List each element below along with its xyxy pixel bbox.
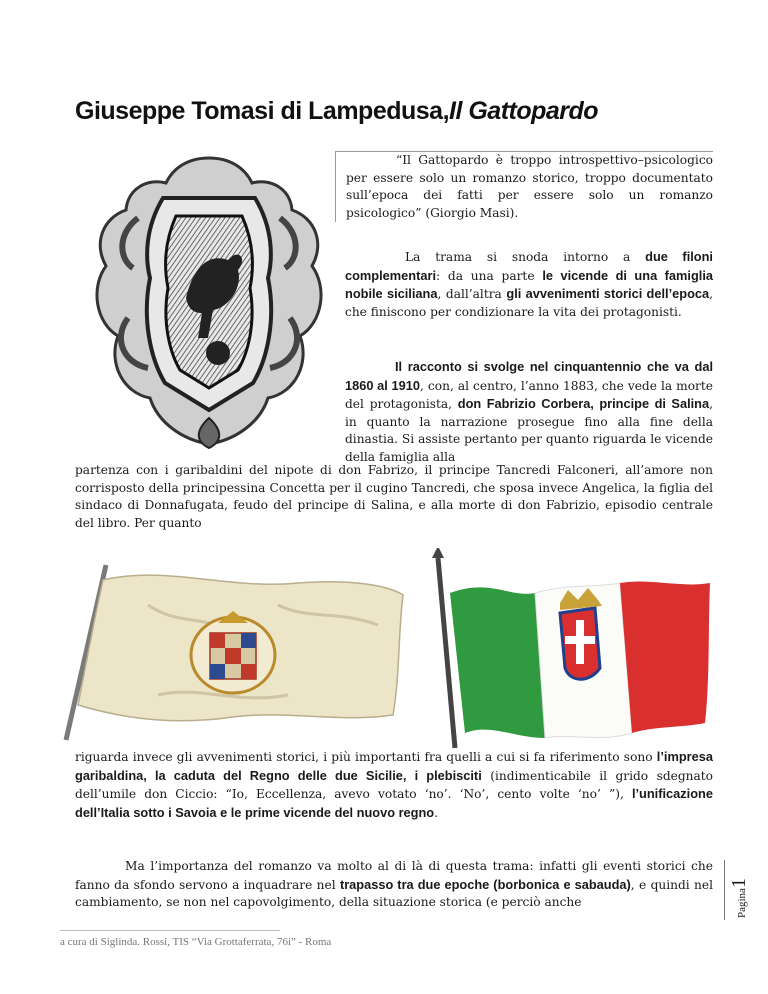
text-run: , e quindi nel cambiamento, se non nel capovolgimento, della situazione storica (e perciò anche [75, 877, 713, 909]
bold-run: gli avvenimenti storici dell’epoca [506, 286, 710, 301]
quote-box [335, 151, 713, 222]
footer-divider [60, 930, 280, 931]
text-run: , che finiscono per condizionare la vita dei protagonisti. [345, 287, 713, 319]
page-number-label [724, 860, 749, 920]
text-run: (indimenticabile il grido sdegnato dell’umile don Ciccio: “Io, Eccellenza, avevo votato ‘no’. ‘No’, cento volte ‘no’ ”), [75, 768, 713, 801]
bold-run: don Fabrizio Corbera, principe di Salina [457, 396, 710, 411]
bold-run: trapasso tra due epoche (borbonica e sabauda) [339, 876, 631, 892]
text-run: , in quanto la narrazione prosegue fino alla fine della dinastia. Si assiste pertanto per quanto riguarda le vicende della famiglia alla [345, 397, 713, 464]
bold-run: due filoni complementari [345, 249, 713, 283]
text-run: riguarda invece gli avvenimenti storici, i più importanti fra quelli a cui si fa riferimento sono [75, 750, 657, 764]
coat-of-arms-image [78, 148, 340, 456]
bold-run: l’unificazione dell’Italia sotto i Savoia e le prime vicende del nuovo regno [75, 786, 713, 820]
paragraph-story-start [345, 358, 713, 466]
page-title [75, 97, 598, 126]
quote-text: “Il Gattopardo è troppo introspettivo–psicologico per essere solo un romanzo storico, troppo documentato sull’epoca dei fatti per essere solo un romanzo psicologico” (Giorgio Masi). [346, 153, 713, 220]
page-word: Pagina [736, 888, 748, 918]
text-run: La trama si snoda intorno a [405, 250, 646, 264]
title-work: Il Gattopardo [449, 97, 599, 125]
paragraph-plot [345, 248, 713, 321]
page-number: 1 [728, 878, 750, 889]
text-run: , con, al centro, l’anno 1883, che vede la morte del protagonista, [345, 378, 713, 411]
bold-run: Il racconto si svolge nel cinquantennio che va dal 1860 al 1910 [345, 359, 713, 393]
title-author: Giuseppe Tomasi di Lampedusa, [75, 97, 450, 125]
paragraph-story-continued: partenza con i garibaldini del nipote di don Fabrizo, il principe Tancredi Falconeri, all’amore non corrisposto della principessina Concetta per il cugino Tancredi, che sposa invece Angelica, la figlia del sindaco di Donnafugata, feudo del principe di Salina, e alla morte di don Fabrizio, episodio centrale del libro. Per quanto [75, 463, 713, 530]
bold-run: l’impresa garibaldina, la caduta del Regno delle due Sicilie, i plebisciti [75, 749, 713, 783]
text-run: Ma l’importanza del romanzo va molto al di là di questa trama: infatti gli eventi storici che fanno da sfondo servono a inquadrare nel [75, 859, 713, 892]
text-run: , dall’altra [437, 287, 507, 301]
bold-run: le vicende di una famiglia nobile siciliana [345, 267, 714, 301]
text-run: . [434, 805, 438, 820]
paragraph-importance [75, 858, 713, 912]
bourbon-flag-image [58, 545, 408, 745]
italian-flag-image [420, 548, 715, 753]
footer-credit: a cura di Siglinda. Rossi, TIS “Via Grottaferrata, 76i” - Roma [60, 936, 332, 948]
paragraph-historical-events [75, 748, 713, 822]
text-run: : da una parte [436, 268, 543, 283]
